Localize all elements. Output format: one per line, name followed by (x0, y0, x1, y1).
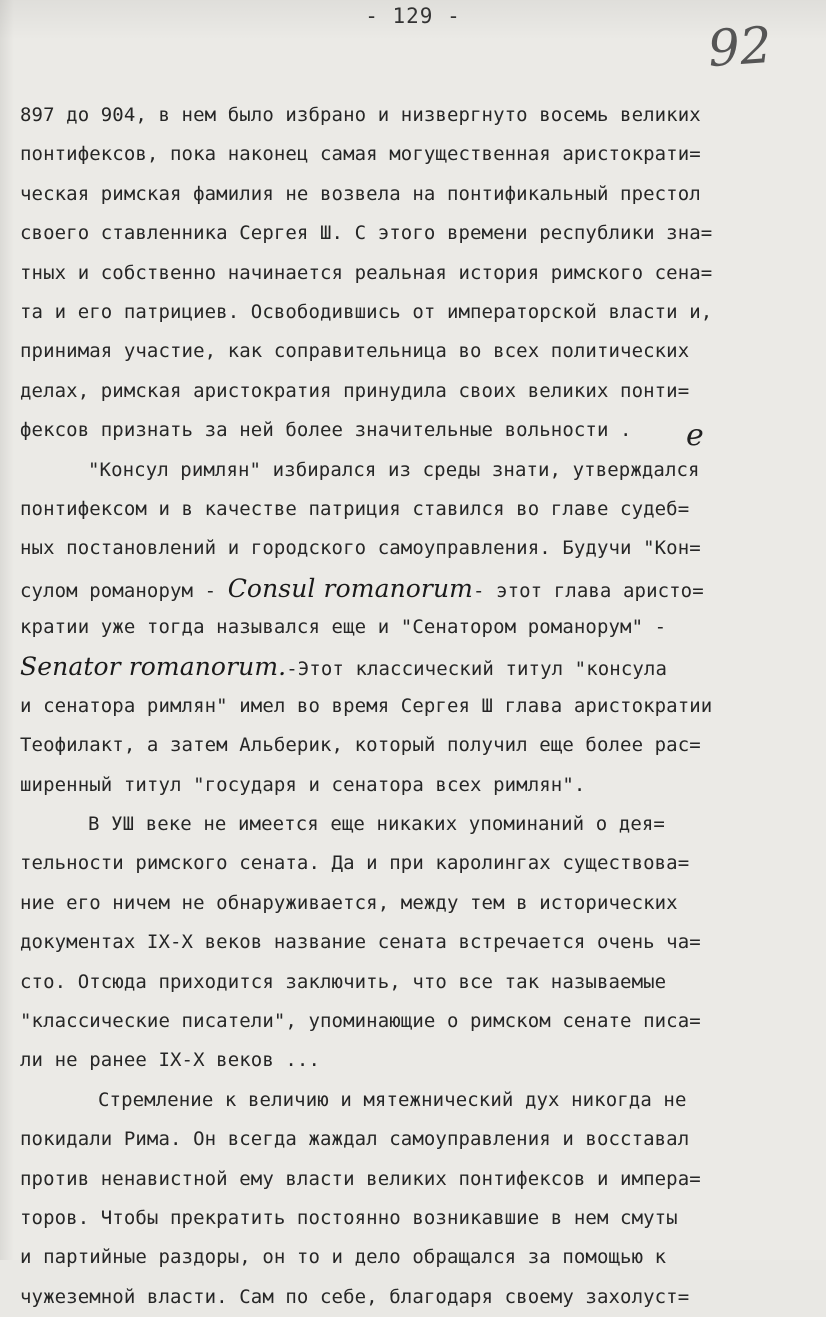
text-line: та и его патрициев. Освободившись от императорской власти и, (20, 300, 713, 323)
text-line: тных и собственно начинается реальная история римского сена= (20, 261, 713, 284)
typed-fragment: - (286, 658, 298, 681)
text-line: кратии уже тогда назывался еще и "Сенатором романорум" - (20, 616, 667, 639)
text-line: "классические писатели", упоминающие о римском сенате писа= (20, 1009, 701, 1032)
text-line: покидали Рима. Он всегда жаждал самоуправления и восставал (20, 1128, 690, 1151)
text-line: своего ставленника Сергея Ш. С этого времени республики зна= (20, 222, 713, 245)
text-line: чужеземной власти. Сам по себе, благодаря своему захолуст= (20, 1285, 690, 1308)
text-line: тельности римского сената. Да и при каролингах существова= (20, 852, 690, 875)
text-line: и партийные раздоры, он то и дело обращался за помощью к (20, 1246, 667, 1269)
text-line: против ненавистной ему власти великих понтифексов и импера= (20, 1167, 701, 1190)
text-line: Теофилакт, а затем Альберик, который получил еще более рас= (20, 734, 701, 757)
text-line: торов. Чтобы прекратить постоянно возникавшие в нем смуты (20, 1206, 678, 1229)
typed-fragment: сулом романорум - (20, 579, 228, 602)
text-line-with-handwriting (20, 569, 806, 608)
paragraph-start-line: "Консул римлян" избирался из среды знати, утверждался (88, 458, 700, 481)
text-line: ли не ранее IX-X веков ... (20, 1049, 321, 1072)
paragraph-start-line: В УШ веке не имеется еще никаких упоминаний о дея= (88, 813, 665, 836)
text-line: и сенатора римлян" имел во время Сергея Ш глава аристократии (20, 694, 713, 717)
handwritten-archive-number: 92 (706, 15, 774, 79)
text-line: принимая участие, как соправительница во всех политических (20, 340, 690, 363)
text-line: фексов признать за ней более значительные вольности . (20, 419, 632, 442)
text-line: 897 до 904, в нем было избрано и низвергнуто восемь великих (20, 104, 701, 126)
paragraph-start-line: Стремление к величию и мятежнический дух никогда не (98, 1088, 687, 1111)
text-line-with-handwriting (20, 647, 806, 686)
text-line: понтифексов, пока наконец самая могущественная аристократи= (20, 143, 701, 166)
page-number: - 129 - (365, 4, 461, 28)
text-line: ческая римская фамилия не возвела на понтификальный престол (20, 182, 701, 205)
handwritten-senator-romanorum: Senator romanorum. (20, 652, 287, 682)
typed-fragment: - этот глава аристо= (472, 579, 704, 602)
handwritten-correction-mark: е (686, 418, 704, 453)
text-line: ных постановлений и городского самоуправления. Будучи "Кон= (20, 537, 701, 560)
text-line: делах, римская аристократия принудила своих великих понти= (20, 379, 690, 402)
body-text (20, 96, 806, 1317)
text-line: сто. Отсюда приходится заключить, что все так называемые (20, 970, 667, 993)
text-line: ширенный титул "государя и сенатора всех римлян". (20, 773, 586, 796)
text-line: понтифексом и в качестве патриция ставился во главе судеб= (20, 497, 690, 520)
handwritten-consul-romanorum: Consul romanorum (227, 573, 473, 603)
text-line: документах IX-X веков название сената встречается очень ча= (20, 931, 701, 954)
typed-fragment: Этот классический титул "консула (297, 658, 667, 681)
text-line: ние его ничем не обнаруживается, между тем в исторических (20, 891, 678, 914)
